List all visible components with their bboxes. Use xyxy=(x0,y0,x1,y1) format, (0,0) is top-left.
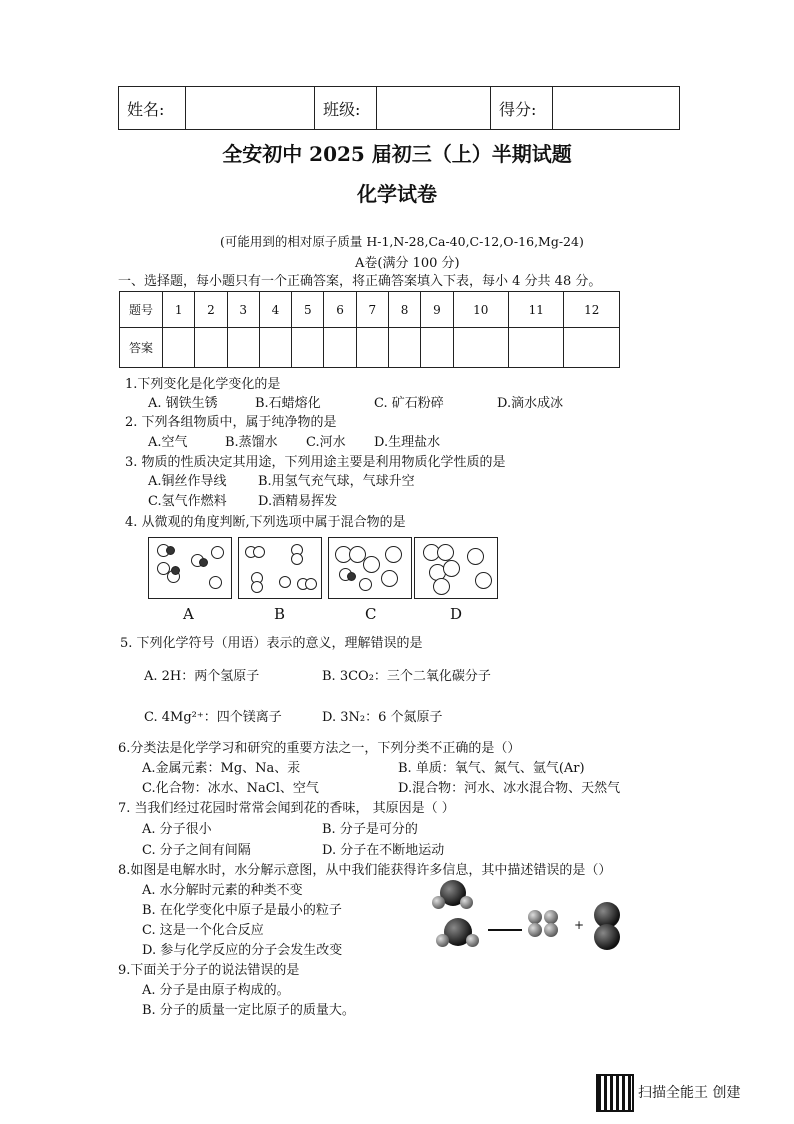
plus-sign: + xyxy=(574,918,585,932)
row-label-answer: 答案 xyxy=(120,328,163,368)
answer-cell[interactable] xyxy=(356,328,388,368)
q7-option-b: B. 分子是可分的 xyxy=(322,822,418,837)
question-number-cell: 7 xyxy=(356,292,388,328)
section-a-title: A卷(满分 100 分) xyxy=(355,256,460,271)
q4-stem: 4. 从微观的角度判断,下列选项中属于混合物的是 xyxy=(125,515,406,530)
q1-option-c: C. 矿石粉碎 xyxy=(374,396,444,411)
question-number-cell: 6 xyxy=(324,292,356,328)
q2-option-d: D.生理盐水 xyxy=(374,435,441,450)
question-number-cell: 1 xyxy=(163,292,195,328)
molecule-box-b xyxy=(238,537,322,599)
qr-code-icon xyxy=(596,1074,634,1112)
answer-cell[interactable] xyxy=(227,328,259,368)
answer-cell[interactable] xyxy=(421,328,453,368)
part1-instruction: 一、选择题，每小题只有一个正确答案，将正确答案填入下表，每小 4 分共 48 分。 xyxy=(118,274,602,289)
q8-option-a: A. 水分解时元素的种类不变 xyxy=(142,883,303,898)
q1-option-a: A. 钢铁生锈 xyxy=(148,396,218,411)
molecule-label-c: C xyxy=(365,605,377,623)
question-number-cell: 9 xyxy=(421,292,453,328)
answer-cell[interactable] xyxy=(324,328,356,368)
class-field[interactable] xyxy=(377,87,491,130)
answer-cell[interactable] xyxy=(564,328,620,368)
question-number-cell: 12 xyxy=(564,292,620,328)
q9-stem: 9.下面关于分子的说法错误的是 xyxy=(118,963,300,978)
student-info-table xyxy=(118,86,680,130)
answer-cell[interactable] xyxy=(292,328,324,368)
question-number-cell: 3 xyxy=(227,292,259,328)
atomic-masses: (可能用到的相对原子质量 H-1,N-28,Ca-40,C-12,O-16,Mg-24) xyxy=(220,234,584,249)
q3-option-d: D.酒精易挥发 xyxy=(258,494,338,509)
q6-stem: 6.分类法是化学学习和研究的重要方法之一，下列分类不正确的是（） xyxy=(118,741,521,756)
name-label: 姓名: xyxy=(119,87,186,130)
class-label: 班级: xyxy=(315,87,377,130)
q3-stem: 3. 物质的性质决定其用途，下列用途主要是利用物质化学性质的是 xyxy=(125,455,506,470)
answer-cell[interactable] xyxy=(163,328,195,368)
answer-cell[interactable] xyxy=(509,328,564,368)
molecule-box-a xyxy=(148,537,232,599)
q3-option-b: B.用氢气充气球，气球升空 xyxy=(258,474,415,489)
molecule-label-b: B xyxy=(274,605,286,623)
answer-cell[interactable] xyxy=(259,328,291,368)
q2-option-c: C.河水 xyxy=(306,435,346,450)
molecule-box-d xyxy=(414,537,498,599)
q5-option-c: C. 4Mg²⁺：四个镁离子 xyxy=(144,710,282,725)
q5-stem: 5. 下列化学符号（用语）表示的意义，理解错误的是 xyxy=(120,636,423,651)
answer-table xyxy=(119,291,620,368)
q8-option-c: C. 这是一个化合反应 xyxy=(142,923,264,938)
q6-option-d: D.混合物：河水、冰水混合物、天然气 xyxy=(398,781,621,796)
q5-option-a: A. 2H：两个氢原子 xyxy=(144,669,260,684)
q1-option-b: B.石蜡熔化 xyxy=(255,396,321,411)
question-number-cell: 5 xyxy=(292,292,324,328)
q6-option-a: A.金属元素：Mg、Na、汞 xyxy=(142,761,301,776)
question-number-cell: 10 xyxy=(453,292,508,328)
q1-option-d: D.滴水成冰 xyxy=(497,396,564,411)
q5-option-b: B. 3CO₂：三个二氧化碳分子 xyxy=(322,669,491,684)
question-number-cell: 11 xyxy=(509,292,564,328)
q3-option-a: A.铜丝作导线 xyxy=(148,474,227,489)
q8-option-b: B. 在化学变化中原子是最小的粒子 xyxy=(142,903,342,918)
row-label-number: 题号 xyxy=(120,292,163,328)
q8-option-d: D. 参与化学反应的分子会发生改变 xyxy=(142,943,343,958)
answer-cell[interactable] xyxy=(388,328,420,368)
q9-option-a: A. 分子是由原子构成的。 xyxy=(142,983,290,998)
exam-subtitle: 化学试卷 xyxy=(357,182,437,206)
q6-option-c: C.化合物：冰水、NaCl、空气 xyxy=(142,781,319,796)
q2-option-a: A.空气 xyxy=(148,435,188,450)
scanner-watermark: 扫描全能王 创建 xyxy=(638,1085,741,1101)
q3-option-c: C.氢气作燃料 xyxy=(148,494,227,509)
q6-option-b: B. 单质：氧气、氮气、氩气(Ar) xyxy=(398,761,585,776)
question-number-cell: 4 xyxy=(259,292,291,328)
q8-stem: 8.如图是电解水时，水分解示意图，从中我们能获得许多信息，其中描述错误的是（） xyxy=(118,863,612,878)
q7-option-a: A. 分子很小 xyxy=(142,822,212,837)
exam-title: 全安初中 2025 届初三（上）半期试题 xyxy=(222,142,572,166)
answer-cell[interactable] xyxy=(195,328,227,368)
q2-option-b: B.蒸馏水 xyxy=(225,435,278,450)
q5-option-d: D. 3N₂：6 个氮原子 xyxy=(322,710,443,725)
molecule-box-c xyxy=(328,537,412,599)
q7-option-c: C. 分子之间有间隔 xyxy=(142,843,251,858)
name-field[interactable] xyxy=(186,87,315,130)
score-field[interactable] xyxy=(553,87,680,130)
q7-stem: 7. 当我们经过花园时常常会闻到花的香味， 其原因是（ ） xyxy=(118,801,455,816)
answer-cell[interactable] xyxy=(453,328,508,368)
q7-option-d: D. 分子在不断地运动 xyxy=(322,843,445,858)
molecule-label-d: D xyxy=(450,605,463,623)
q9-option-b: B. 分子的质量一定比原子的质量大。 xyxy=(142,1003,355,1018)
q1-stem: 1.下列变化是化学变化的是 xyxy=(125,377,281,392)
question-number-cell: 8 xyxy=(388,292,420,328)
q2-stem: 2. 下列各组物质中，属于纯净物的是 xyxy=(125,415,337,430)
electrolysis-diagram xyxy=(430,880,630,960)
molecule-label-a: A xyxy=(183,605,194,623)
score-label: 得分: xyxy=(491,87,553,130)
question-number-cell: 2 xyxy=(195,292,227,328)
